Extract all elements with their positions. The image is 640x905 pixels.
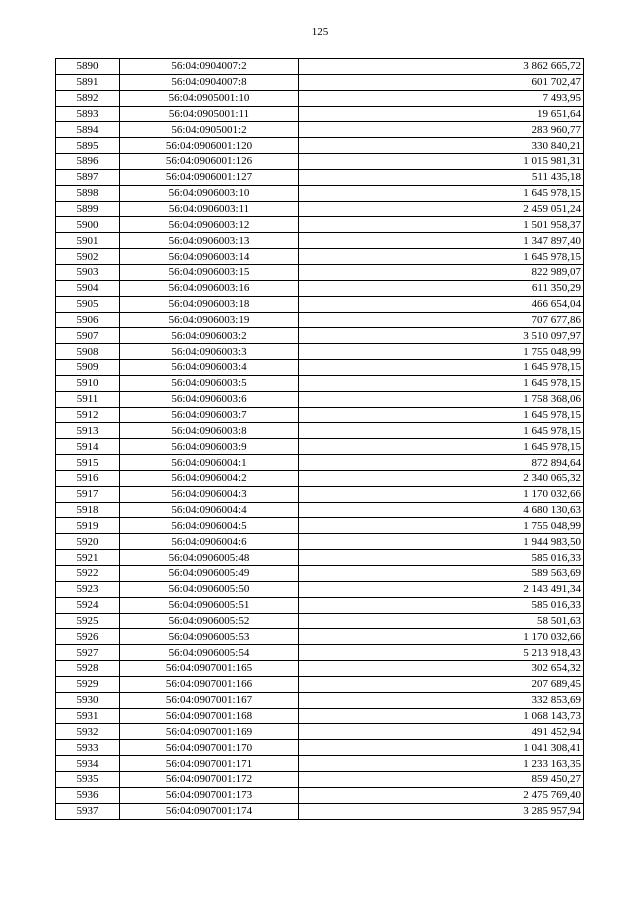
cadastral-number-cell: 56:04:0906003:14	[120, 249, 299, 265]
cadastral-value-cell: 822 989,07	[299, 264, 584, 280]
cadastral-value-cell: 1 347 897,40	[299, 233, 584, 249]
table-row	[56, 613, 584, 629]
cadastral-number-cell: 56:04:0906003:16	[120, 280, 299, 296]
cadastral-value-cell: 5 213 918,43	[299, 645, 584, 661]
row-number-cell: 5924	[56, 597, 120, 613]
cadastral-value-cell: 466 654,04	[299, 296, 584, 312]
table-row	[56, 771, 584, 787]
row-number-cell: 5905	[56, 296, 120, 312]
row-number-cell: 5933	[56, 740, 120, 756]
cadastral-number-cell: 56:04:0905001:11	[120, 106, 299, 122]
cadastral-number-cell: 56:04:0906003:7	[120, 407, 299, 423]
table-row	[56, 740, 584, 756]
row-number-cell: 5901	[56, 233, 120, 249]
cadastral-number-cell: 56:04:0904007:2	[120, 59, 299, 75]
cadastral-number-cell: 56:04:0907001:174	[120, 803, 299, 819]
table-row	[56, 423, 584, 439]
table-row	[56, 249, 584, 265]
row-number-cell: 5926	[56, 629, 120, 645]
row-number-cell: 5920	[56, 534, 120, 550]
cadastral-value-cell: 601 702,47	[299, 74, 584, 90]
table-row	[56, 264, 584, 280]
cadastral-value-table	[55, 58, 584, 820]
cadastral-value-cell: 1 755 048,99	[299, 344, 584, 360]
cadastral-value-cell: 3 862 665,72	[299, 59, 584, 75]
cadastral-number-cell: 56:04:0907001:168	[120, 708, 299, 724]
table-row	[56, 280, 584, 296]
row-number-cell: 5937	[56, 803, 120, 819]
cadastral-number-cell: 56:04:0906003:19	[120, 312, 299, 328]
row-number-cell: 5913	[56, 423, 120, 439]
cadastral-number-cell: 56:04:0907001:173	[120, 787, 299, 803]
cadastral-value-cell: 2 340 065,32	[299, 470, 584, 486]
row-number-cell: 5897	[56, 169, 120, 185]
cadastral-number-cell: 56:04:0906003:15	[120, 264, 299, 280]
row-number-cell: 5904	[56, 280, 120, 296]
row-number-cell: 5928	[56, 661, 120, 677]
cadastral-number-cell: 56:04:0906003:8	[120, 423, 299, 439]
cadastral-number-cell: 56:04:0904007:8	[120, 74, 299, 90]
cadastral-number-cell: 56:04:0906004:4	[120, 502, 299, 518]
cadastral-value-cell: 3 510 097,97	[299, 328, 584, 344]
table-row	[56, 106, 584, 122]
cadastral-value-cell: 707 677,86	[299, 312, 584, 328]
cadastral-number-cell: 56:04:0906004:3	[120, 486, 299, 502]
table-row	[56, 692, 584, 708]
cadastral-number-cell: 56:04:0906003:12	[120, 217, 299, 233]
cadastral-number-cell: 56:04:0907001:172	[120, 771, 299, 787]
table-row	[56, 344, 584, 360]
row-number-cell: 5915	[56, 455, 120, 471]
cadastral-number-cell: 56:04:0906001:126	[120, 154, 299, 170]
row-number-cell: 5907	[56, 328, 120, 344]
cadastral-number-cell: 56:04:0906003:5	[120, 375, 299, 391]
cadastral-number-cell: 56:04:0907001:166	[120, 676, 299, 692]
cadastral-value-cell: 58 501,63	[299, 613, 584, 629]
table-row	[56, 629, 584, 645]
cadastral-value-cell: 585 016,33	[299, 550, 584, 566]
cadastral-value-cell: 330 840,21	[299, 138, 584, 154]
cadastral-number-cell: 56:04:0906003:11	[120, 201, 299, 217]
cadastral-number-cell: 56:04:0906005:51	[120, 597, 299, 613]
cadastral-number-cell: 56:04:0906005:52	[120, 613, 299, 629]
cadastral-value-cell: 1 170 032,66	[299, 486, 584, 502]
row-number-cell: 5912	[56, 407, 120, 423]
cadastral-value-cell: 1 755 048,99	[299, 518, 584, 534]
cadastral-value-cell: 4 680 130,63	[299, 502, 584, 518]
table-row	[56, 708, 584, 724]
row-number-cell: 5934	[56, 756, 120, 772]
cadastral-number-cell: 56:04:0907001:165	[120, 661, 299, 677]
table-row	[56, 154, 584, 170]
row-number-cell: 5902	[56, 249, 120, 265]
cadastral-number-cell: 56:04:0906005:54	[120, 645, 299, 661]
row-number-cell: 5899	[56, 201, 120, 217]
cadastral-number-cell: 56:04:0906005:53	[120, 629, 299, 645]
row-number-cell: 5919	[56, 518, 120, 534]
cadastral-value-cell: 511 435,18	[299, 169, 584, 185]
table-row	[56, 645, 584, 661]
table-row	[56, 201, 584, 217]
cadastral-value-cell: 589 563,69	[299, 566, 584, 582]
row-number-cell: 5927	[56, 645, 120, 661]
table-row	[56, 486, 584, 502]
cadastral-value-cell: 1 645 978,15	[299, 360, 584, 376]
cadastral-value-cell: 611 350,29	[299, 280, 584, 296]
cadastral-number-cell: 56:04:0906004:1	[120, 455, 299, 471]
row-number-cell: 5921	[56, 550, 120, 566]
row-number-cell: 5909	[56, 360, 120, 376]
cadastral-number-cell: 56:04:0906003:4	[120, 360, 299, 376]
row-number-cell: 5894	[56, 122, 120, 138]
cadastral-number-cell: 56:04:0906004:5	[120, 518, 299, 534]
table-row	[56, 217, 584, 233]
cadastral-value-cell: 1 645 978,15	[299, 185, 584, 201]
row-number-cell: 5911	[56, 391, 120, 407]
table-row	[56, 185, 584, 201]
row-number-cell: 5931	[56, 708, 120, 724]
cadastral-value-cell: 207 689,45	[299, 676, 584, 692]
row-number-cell: 5892	[56, 90, 120, 106]
cadastral-value-cell: 19 651,64	[299, 106, 584, 122]
table-row	[56, 122, 584, 138]
row-number-cell: 5896	[56, 154, 120, 170]
cadastral-number-cell: 56:04:0906003:13	[120, 233, 299, 249]
cadastral-value-cell: 1 645 978,15	[299, 407, 584, 423]
cadastral-number-cell: 56:04:0907001:167	[120, 692, 299, 708]
row-number-cell: 5903	[56, 264, 120, 280]
row-number-cell: 5923	[56, 581, 120, 597]
cadastral-number-cell: 56:04:0906005:49	[120, 566, 299, 582]
cadastral-number-cell: 56:04:0907001:171	[120, 756, 299, 772]
table-row	[56, 233, 584, 249]
row-number-cell: 5936	[56, 787, 120, 803]
row-number-cell: 5910	[56, 375, 120, 391]
table-row	[56, 756, 584, 772]
cadastral-value-cell: 1 758 368,06	[299, 391, 584, 407]
cadastral-value-cell: 332 853,69	[299, 692, 584, 708]
table-row	[56, 787, 584, 803]
row-number-cell: 5922	[56, 566, 120, 582]
cadastral-value-cell: 1 645 978,15	[299, 423, 584, 439]
row-number-cell: 5918	[56, 502, 120, 518]
cadastral-value-cell: 1 645 978,15	[299, 439, 584, 455]
row-number-cell: 5895	[56, 138, 120, 154]
cadastral-number-cell: 56:04:0906003:3	[120, 344, 299, 360]
table-row	[56, 312, 584, 328]
row-number-cell: 5890	[56, 59, 120, 75]
row-number-cell: 5893	[56, 106, 120, 122]
cadastral-number-cell: 56:04:0906003:6	[120, 391, 299, 407]
table-row	[56, 581, 584, 597]
table-body	[56, 59, 584, 820]
cadastral-number-cell: 56:04:0906003:18	[120, 296, 299, 312]
table-row	[56, 534, 584, 550]
table-row	[56, 676, 584, 692]
cadastral-number-cell: 56:04:0905001:10	[120, 90, 299, 106]
cadastral-value-cell: 1 068 143,73	[299, 708, 584, 724]
cadastral-value-cell: 1 944 983,50	[299, 534, 584, 550]
cadastral-number-cell: 56:04:0905001:2	[120, 122, 299, 138]
row-number-cell: 5917	[56, 486, 120, 502]
cadastral-number-cell: 56:04:0906003:9	[120, 439, 299, 455]
cadastral-value-cell: 872 894,64	[299, 455, 584, 471]
table-row	[56, 724, 584, 740]
table-row	[56, 518, 584, 534]
cadastral-number-cell: 56:04:0906005:50	[120, 581, 299, 597]
cadastral-value-cell: 3 285 957,94	[299, 803, 584, 819]
table-row	[56, 328, 584, 344]
cadastral-number-cell: 56:04:0906003:10	[120, 185, 299, 201]
table-row	[56, 550, 584, 566]
cadastral-value-cell: 283 960,77	[299, 122, 584, 138]
cadastral-value-cell: 1 170 032,66	[299, 629, 584, 645]
table-row	[56, 407, 584, 423]
cadastral-value-cell: 2 459 051,24	[299, 201, 584, 217]
cadastral-value-cell: 1 645 978,15	[299, 249, 584, 265]
cadastral-value-cell: 1 233 163,35	[299, 756, 584, 772]
cadastral-number-cell: 56:04:0907001:169	[120, 724, 299, 740]
cadastral-value-cell: 2 475 769,40	[299, 787, 584, 803]
table-row	[56, 169, 584, 185]
table-row	[56, 296, 584, 312]
cadastral-value-cell: 1 015 981,31	[299, 154, 584, 170]
row-number-cell: 5914	[56, 439, 120, 455]
cadastral-value-cell: 859 450,27	[299, 771, 584, 787]
cadastral-number-cell: 56:04:0907001:170	[120, 740, 299, 756]
table-row	[56, 502, 584, 518]
row-number-cell: 5916	[56, 470, 120, 486]
cadastral-value-cell: 7 493,95	[299, 90, 584, 106]
table-row	[56, 439, 584, 455]
table-row	[56, 803, 584, 819]
table-row	[56, 74, 584, 90]
cadastral-value-cell: 1 645 978,15	[299, 375, 584, 391]
row-number-cell: 5900	[56, 217, 120, 233]
cadastral-number-cell: 56:04:0906004:2	[120, 470, 299, 486]
row-number-cell: 5929	[56, 676, 120, 692]
row-number-cell: 5906	[56, 312, 120, 328]
table-row	[56, 59, 584, 75]
table-row	[56, 566, 584, 582]
cadastral-number-cell: 56:04:0906003:2	[120, 328, 299, 344]
table-row	[56, 360, 584, 376]
row-number-cell: 5935	[56, 771, 120, 787]
table-row	[56, 661, 584, 677]
page-number: 125	[311, 26, 329, 38]
cadastral-value-cell: 1 501 958,37	[299, 217, 584, 233]
row-number-cell: 5908	[56, 344, 120, 360]
table-row	[56, 375, 584, 391]
row-number-cell: 5891	[56, 74, 120, 90]
cadastral-value-cell: 491 452,94	[299, 724, 584, 740]
row-number-cell: 5898	[56, 185, 120, 201]
table-row	[56, 90, 584, 106]
table-row	[56, 470, 584, 486]
cadastral-value-cell: 2 143 491,34	[299, 581, 584, 597]
cadastral-number-cell: 56:04:0906004:6	[120, 534, 299, 550]
table-row	[56, 138, 584, 154]
table-row	[56, 455, 584, 471]
row-number-cell: 5930	[56, 692, 120, 708]
table-row	[56, 597, 584, 613]
cadastral-number-cell: 56:04:0906001:120	[120, 138, 299, 154]
cadastral-value-cell: 585 016,33	[299, 597, 584, 613]
row-number-cell: 5932	[56, 724, 120, 740]
cadastral-value-cell: 1 041 308,41	[299, 740, 584, 756]
row-number-cell: 5925	[56, 613, 120, 629]
table-row	[56, 391, 584, 407]
cadastral-number-cell: 56:04:0906005:48	[120, 550, 299, 566]
cadastral-number-cell: 56:04:0906001:127	[120, 169, 299, 185]
cadastral-value-cell: 302 654,32	[299, 661, 584, 677]
